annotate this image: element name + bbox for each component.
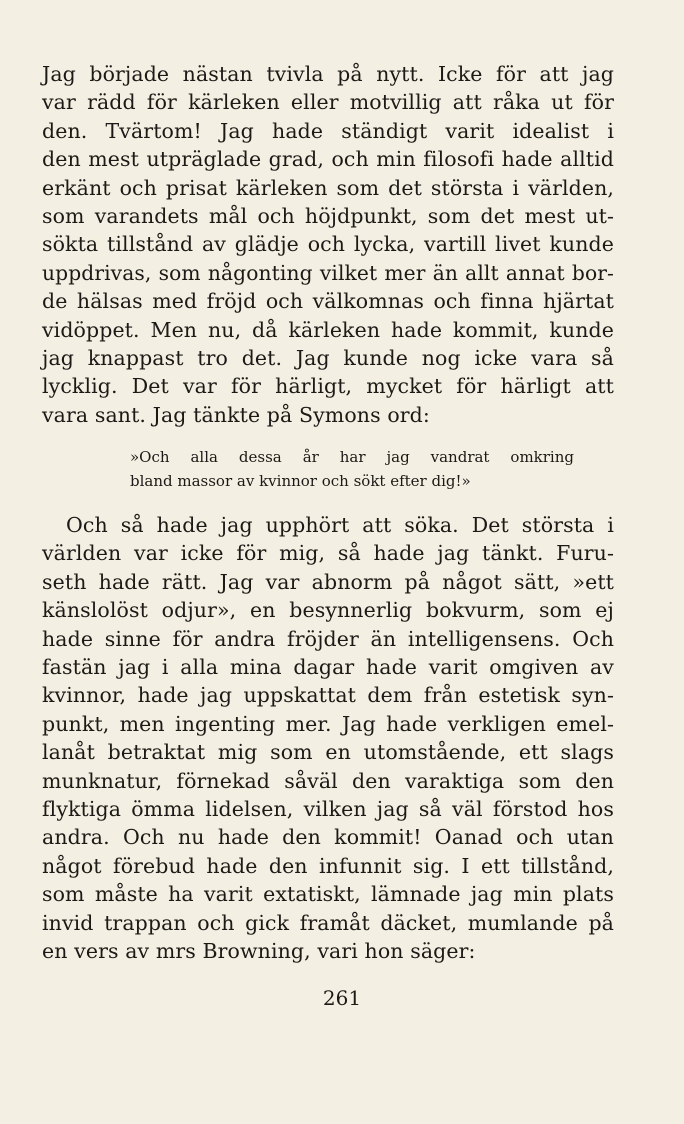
text-line: den. Tvärtom! Jag hade ständigt varit idealist i <box>42 118 614 143</box>
text-line: känslolöst odjur», en besynnerlig bokvurm, som ej <box>42 598 614 623</box>
text-line: kvinnor, hade jag uppskattat dem från estetisk syn- <box>42 683 614 708</box>
text-line: världen var icke för mig, så hade jag tänkt. Furu- <box>42 541 614 566</box>
block-quote <box>42 445 614 493</box>
quote-line: »Och alla dessa år har jag vandrat omkring <box>130 448 574 467</box>
text-line: som måste ha varit extatiskt, lämnade jag min plats <box>42 882 614 907</box>
paragraph-2 <box>42 511 614 965</box>
quote-line: bland massor av kvinnor och sökt efter dig!» <box>130 472 471 491</box>
text-line: uppdrivas, som någonting vilket mer än allt annat bor- <box>42 260 614 285</box>
text-line: andra. Och nu hade den kommit! Oanad och utan <box>42 825 614 850</box>
text-line: lycklig. Det var för härligt, mycket för härligt att <box>42 374 614 399</box>
text-line: jag knappast tro det. Jag kunde nog icke vara så <box>42 345 614 370</box>
text-line: Jag började nästan tvivla på nytt. Icke för att jag <box>42 62 614 86</box>
text-line: något förebud hade den infunnit sig. I ett tillstånd, <box>42 853 614 878</box>
text-line: flyktiga ömma lidelsen, vilken jag så väl förstod hos <box>42 796 614 821</box>
text-line: invid trappan och gick framåt däcket, mumlande på <box>42 910 614 935</box>
text-line: vara sant. Jag tänkte på Symons ord: <box>42 402 430 427</box>
text-line: hade sinne för andra fröjder än intelligensens. Och <box>42 626 614 651</box>
text-line: munknatur, förnekad såväl den varaktiga som den <box>42 768 614 793</box>
text-line: fastän jag i alla mina dagar hade varit omgiven av <box>42 655 614 680</box>
text-line: punkt, men ingenting mer. Jag hade verkligen emel- <box>42 711 614 736</box>
paragraph-1 <box>42 60 614 429</box>
text-line: vidöppet. Men nu, då kärleken hade kommit, kunde <box>42 317 614 342</box>
text-line: var rädd för kärleken eller motvillig att råka ut för <box>42 90 614 115</box>
text-line: erkänt och prisat kärleken som det största i världen, <box>42 175 614 200</box>
text-line: sökta tillstånd av glädje och lycka, vartill livet kunde <box>42 232 614 257</box>
text-line: den mest utpräglade grad, och min filosofi hade alltid <box>42 147 614 172</box>
text-line: seth hade rätt. Jag var abnorm på något sätt, »ett <box>42 569 614 594</box>
text-line: de hälsas med fröjd och välkomnas och finna hjärtat <box>42 289 614 314</box>
text-line: en vers av mrs Browning, vari hon säger: <box>42 938 476 963</box>
text-line: som varandets mål och höjdpunkt, som det mest ut- <box>42 203 614 228</box>
text-line: Och så hade jag upphört att söka. Det största i <box>66 513 614 538</box>
page-number: 261 <box>322 986 362 1010</box>
text-line: lanåt betraktat mig som en utomstående, ett slags <box>42 740 614 765</box>
page-body <box>42 60 614 965</box>
